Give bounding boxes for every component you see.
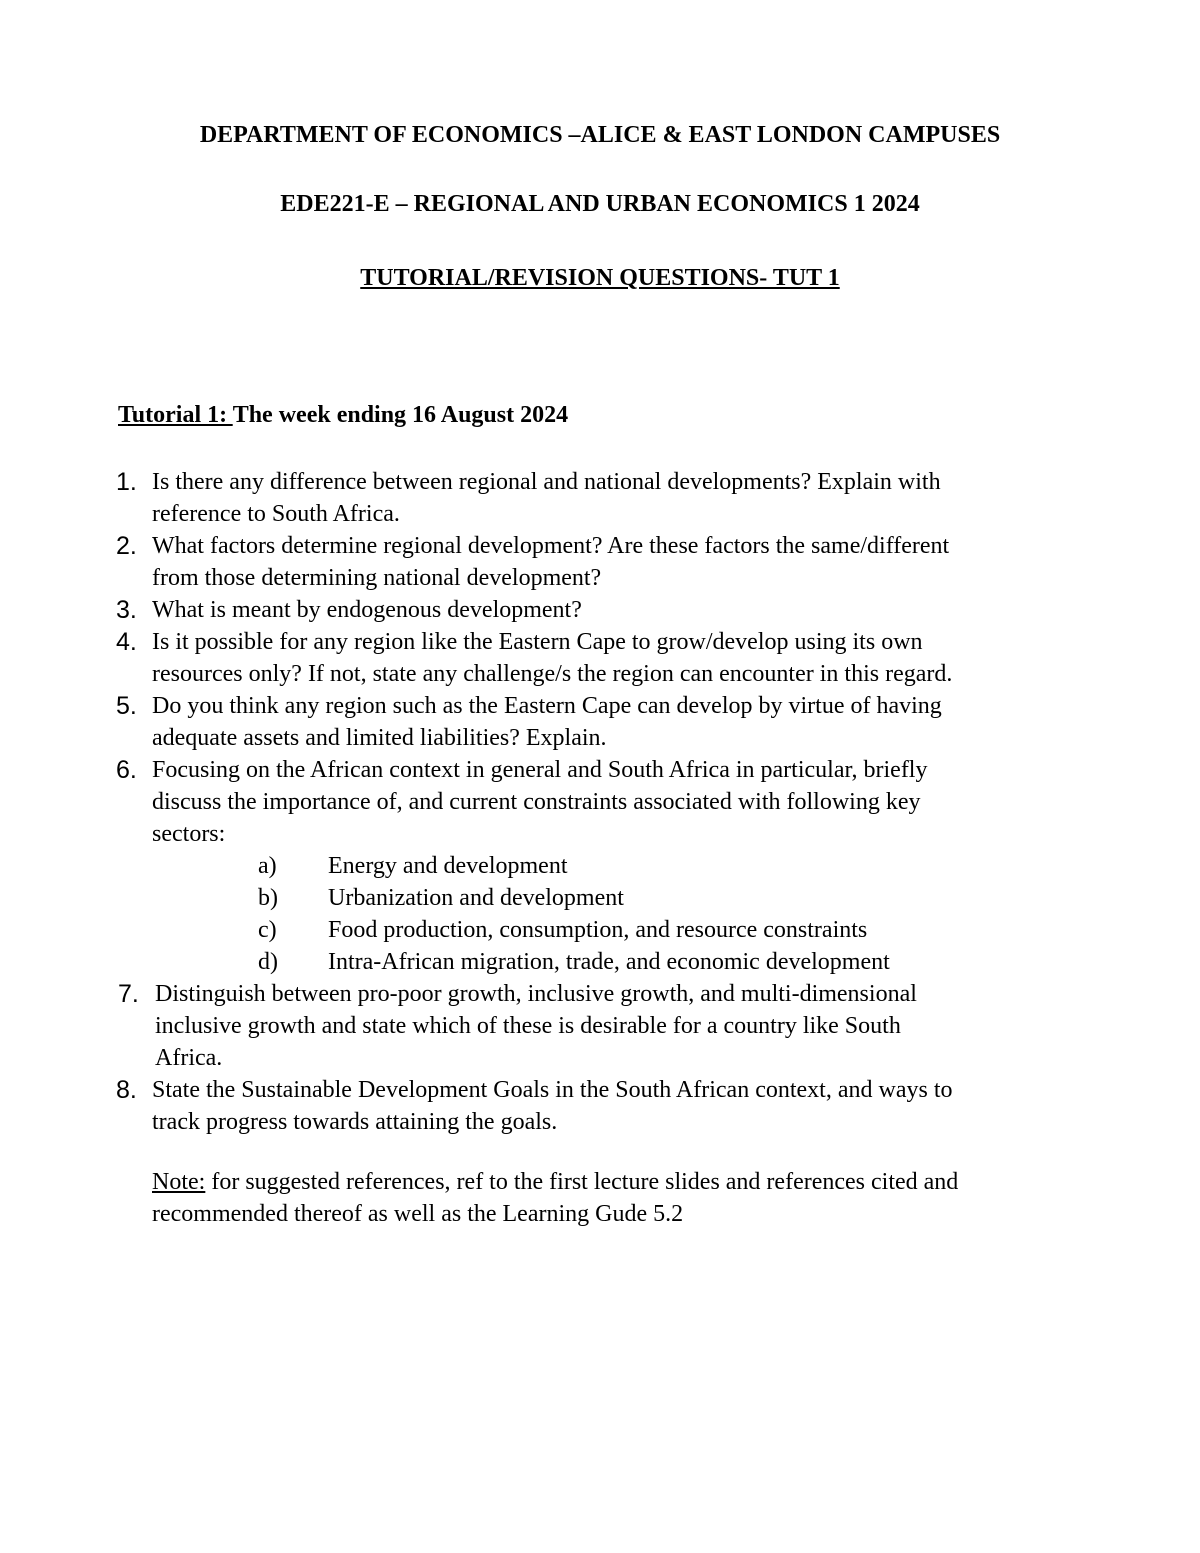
question-text (155, 978, 1080, 1074)
tutorial-questions-heading: TUTORIAL/REVISION QUESTIONS- TUT 1 (360, 265, 840, 291)
question-text (152, 594, 1077, 626)
question-line: discuss the importance of, and current constraints associated with following key (152, 789, 921, 815)
question-text (152, 466, 1077, 530)
question-number: 5. (116, 692, 137, 720)
question-number: 2. (116, 532, 137, 560)
tutorial-week: The week ending 16 August 2024 (232, 402, 569, 428)
question-number: 4. (116, 628, 137, 656)
subitem-text: Urbanization and development (328, 885, 624, 911)
question-line: What is meant by endogenous development? (152, 597, 582, 623)
tutorial-label: Tutorial 1: (118, 402, 233, 428)
question-text (152, 530, 1077, 594)
question-line: sectors: (152, 821, 226, 847)
question-line: Africa. (155, 1045, 223, 1071)
question-line: Is it possible for any region like the Eastern Cape to grow/develop using its own (152, 629, 923, 655)
subitem-text: Food production, consumption, and resource constraints (328, 917, 868, 943)
question-line: Focusing on the African context in general and South Africa in particular, briefly (152, 757, 928, 783)
question-number: 3. (116, 596, 137, 624)
question-text (152, 754, 1077, 850)
subitem-letter: c) (258, 917, 277, 943)
question-line: Distinguish between pro-poor growth, inclusive growth, and multi-dimensional (155, 981, 917, 1007)
department-heading: DEPARTMENT OF ECONOMICS –ALICE & EAST LONDON CAMPUSES (199, 122, 1001, 148)
question-line: inclusive growth and state which of these is desirable for a country like South (155, 1013, 901, 1039)
subitem-text: Intra-African migration, trade, and economic development (328, 949, 890, 975)
question-line: Do you think any region such as the Eastern Cape can develop by virtue of having (152, 693, 942, 719)
question-line: reference to South Africa. (152, 501, 400, 527)
subitem-letter: d) (258, 949, 278, 975)
question-text (152, 690, 1077, 754)
subitem-letter: b) (258, 885, 278, 911)
question-text (152, 626, 1077, 690)
question-number: 1. (116, 468, 137, 496)
question-line: resources only? If not, state any challenge/s the region can encounter in this regard. (152, 661, 953, 687)
references-note (152, 1166, 958, 1230)
question-line: from those determining national development? (152, 565, 602, 591)
note-label: Note: (152, 1169, 206, 1195)
question-line: track progress towards attaining the goals. (152, 1109, 558, 1135)
tutorial-title (118, 401, 568, 429)
subitem-text: Energy and development (328, 853, 568, 879)
note-line: recommended thereof as well as the Learning Gude 5.2 (152, 1201, 684, 1227)
question-text (152, 1074, 1077, 1138)
course-heading: EDE221-E – REGIONAL AND URBAN ECONOMICS 1 2024 (280, 191, 920, 217)
question-line: adequate assets and limited liabilities? Explain. (152, 725, 607, 751)
note-text: for suggested references, ref to the first lecture slides and references cited and (205, 1169, 959, 1195)
question-number: 7. (118, 980, 139, 1008)
note-line (152, 1166, 958, 1198)
question-number: 8. (116, 1076, 137, 1104)
question-line: State the Sustainable Development Goals in the South African context, and ways to (152, 1077, 953, 1103)
question-line: What factors determine regional development? Are these factors the same/different (152, 533, 950, 559)
question-line: Is there any difference between regional and national developments? Explain with (152, 469, 941, 495)
question-number: 6. (116, 756, 137, 784)
subitem-letter: a) (258, 853, 277, 879)
